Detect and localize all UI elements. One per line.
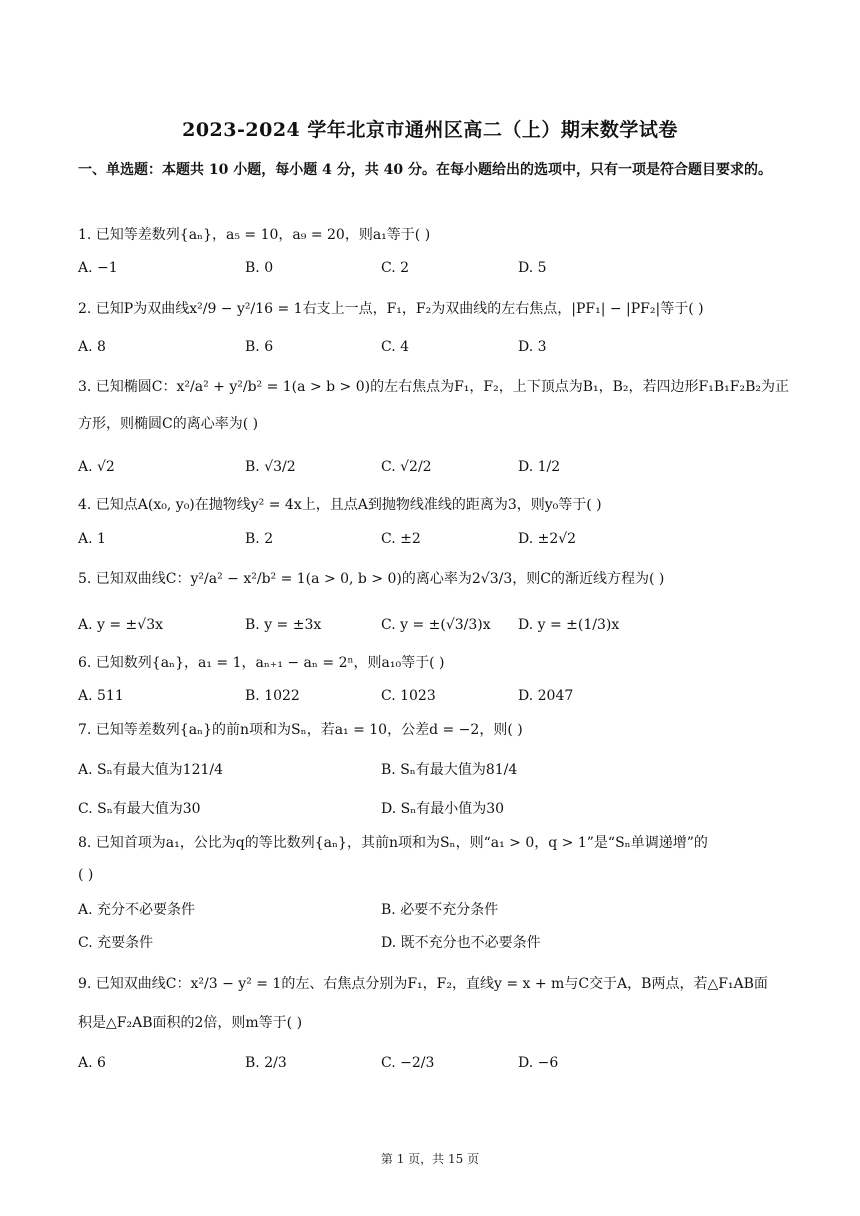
question-5-option-a[interactable]: A. y = ±√3x — [78, 617, 164, 633]
question-8-options-row-1 — [78, 898, 784, 922]
question-7-option-b[interactable]: B. Sₙ有最大值为81/4 — [381, 762, 518, 778]
question-3-options — [78, 455, 784, 479]
question-9-options — [78, 1051, 784, 1075]
question-2-options — [78, 335, 784, 359]
question-3-stem-continued: 方形，则椭圆C的离心率为( ) — [78, 416, 259, 432]
question-7-options-row-2 — [78, 797, 784, 821]
question-3-stem: 3. 已知椭圆C：x²/a² + y²/b² = 1(a > b > 0)的左右焦点为F₁，F₂，上下顶点为B₁，B₂，若四边形F₁B₁F₂B₂为正 — [78, 379, 789, 395]
question-4-option-d[interactable]: D. ±2√2 — [518, 531, 577, 547]
page-footer: 第 1 页，共 15 页 — [380, 1152, 480, 1166]
question-7-option-d[interactable]: D. Sₙ有最小值为30 — [381, 801, 505, 817]
question-3-option-b[interactable]: B. √3/2 — [245, 459, 296, 475]
page-title: 2023-2024 学年北京市通州区高二（上）期末数学试卷 — [182, 119, 678, 141]
question-4-option-c[interactable]: C. ±2 — [381, 531, 421, 547]
question-2-option-b[interactable]: B. 6 — [245, 339, 274, 355]
question-9-option-a[interactable]: A. 6 — [78, 1055, 106, 1071]
question-9-stem-continued: 积是△F₂AB面积的2倍，则m等于( ) — [78, 1015, 303, 1031]
question-9-option-c[interactable]: C. −2/3 — [381, 1055, 435, 1071]
question-1-option-a[interactable]: A. −1 — [78, 260, 118, 276]
question-7-options-row-1 — [78, 758, 784, 782]
question-6-options — [78, 684, 784, 708]
question-4-options — [78, 527, 784, 551]
question-6-option-d[interactable]: D. 2047 — [518, 688, 574, 704]
question-5-option-b[interactable]: B. y = ±3x — [245, 617, 322, 633]
question-3-option-a[interactable]: A. √2 — [78, 459, 115, 475]
question-5-option-c[interactable]: C. y = ±(√3/3)x — [381, 617, 491, 633]
question-9-stem: 9. 已知双曲线C：x²/3 − y² = 1的左、右焦点分别为F₁，F₂，直线y = x + m与C交于A，B两点，若△F₁AB面 — [78, 976, 768, 992]
question-8-options-row-2 — [78, 931, 784, 955]
question-6-option-c[interactable]: C. 1023 — [381, 688, 436, 704]
question-1-stem: 1. 已知等差数列{aₙ}，a₅ = 10，a₉ = 20，则a₁等于( ) — [78, 227, 431, 243]
question-5-option-d[interactable]: D. y = ±(1/3)x — [518, 617, 620, 633]
question-8-option-d[interactable]: D. 既不充分也不必要条件 — [381, 935, 541, 951]
question-4-stem: 4. 已知点A(x₀, y₀)在抛物线y² = 4x上，且点A到抛物线准线的距离为3，则y₀等于( ) — [78, 497, 602, 513]
question-6-stem: 6. 已知数列{aₙ}，a₁ = 1，aₙ₊₁ − aₙ = 2ⁿ，则a₁₀等于( ) — [78, 655, 445, 671]
question-3-option-c[interactable]: C. √2/2 — [381, 459, 432, 475]
question-7-option-a[interactable]: A. Sₙ有最大值为121/4 — [78, 762, 224, 778]
question-9-option-b[interactable]: B. 2/3 — [245, 1055, 287, 1071]
question-4-option-b[interactable]: B. 2 — [245, 531, 274, 547]
question-8-stem-continued: ( ) — [78, 867, 94, 883]
question-6-option-b[interactable]: B. 1022 — [245, 688, 300, 704]
question-3-option-d[interactable]: D. 1/2 — [518, 459, 561, 475]
question-8-stem: 8. 已知首项为a₁，公比为q的等比数列{aₙ}，其前n项和为Sₙ，则“a₁ > 0，q > 1”是“Sₙ单调递增”的 — [78, 835, 708, 851]
question-2-option-d[interactable]: D. 3 — [518, 339, 547, 355]
question-8-option-a[interactable]: A. 充分不必要条件 — [78, 902, 196, 918]
question-1-option-d[interactable]: D. 5 — [518, 260, 547, 276]
question-1-option-c[interactable]: C. 2 — [381, 260, 410, 276]
question-5-options — [78, 613, 784, 637]
question-7-option-c[interactable]: C. Sₙ有最大值为30 — [78, 801, 201, 817]
question-5-stem: 5. 已知双曲线C：y²/a² − x²/b² = 1(a > 0, b > 0)的离心率为2√3/3，则C的渐近线方程为( ) — [78, 571, 665, 587]
question-2-option-a[interactable]: A. 8 — [78, 339, 106, 355]
question-8-option-c[interactable]: C. 充要条件 — [78, 935, 154, 951]
question-4-option-a[interactable]: A. 1 — [78, 531, 106, 547]
question-2-option-c[interactable]: C. 4 — [381, 339, 410, 355]
question-2-stem: 2. 已知P为双曲线x²/9 − y²/16 = 1右支上一点，F₁，F₂为双曲线的左右焦点，|PF₁| − |PF₂|等于( ) — [78, 301, 704, 317]
question-6-option-a[interactable]: A. 511 — [78, 688, 124, 704]
section-heading: 一、单选题：本题共 10 小题，每小题 4 分，共 40 分。在每小题给出的选项中，只有一项是符合题目要求的。 — [78, 162, 772, 178]
question-1-options — [78, 256, 784, 280]
question-8-option-b[interactable]: B. 必要不充分条件 — [381, 902, 499, 918]
question-9-option-d[interactable]: D. −6 — [518, 1055, 559, 1071]
question-1-option-b[interactable]: B. 0 — [245, 260, 274, 276]
question-7-stem: 7. 已知等差数列{aₙ}的前n项和为Sₙ，若a₁ = 10，公差d = −2，则( ) — [78, 722, 523, 738]
